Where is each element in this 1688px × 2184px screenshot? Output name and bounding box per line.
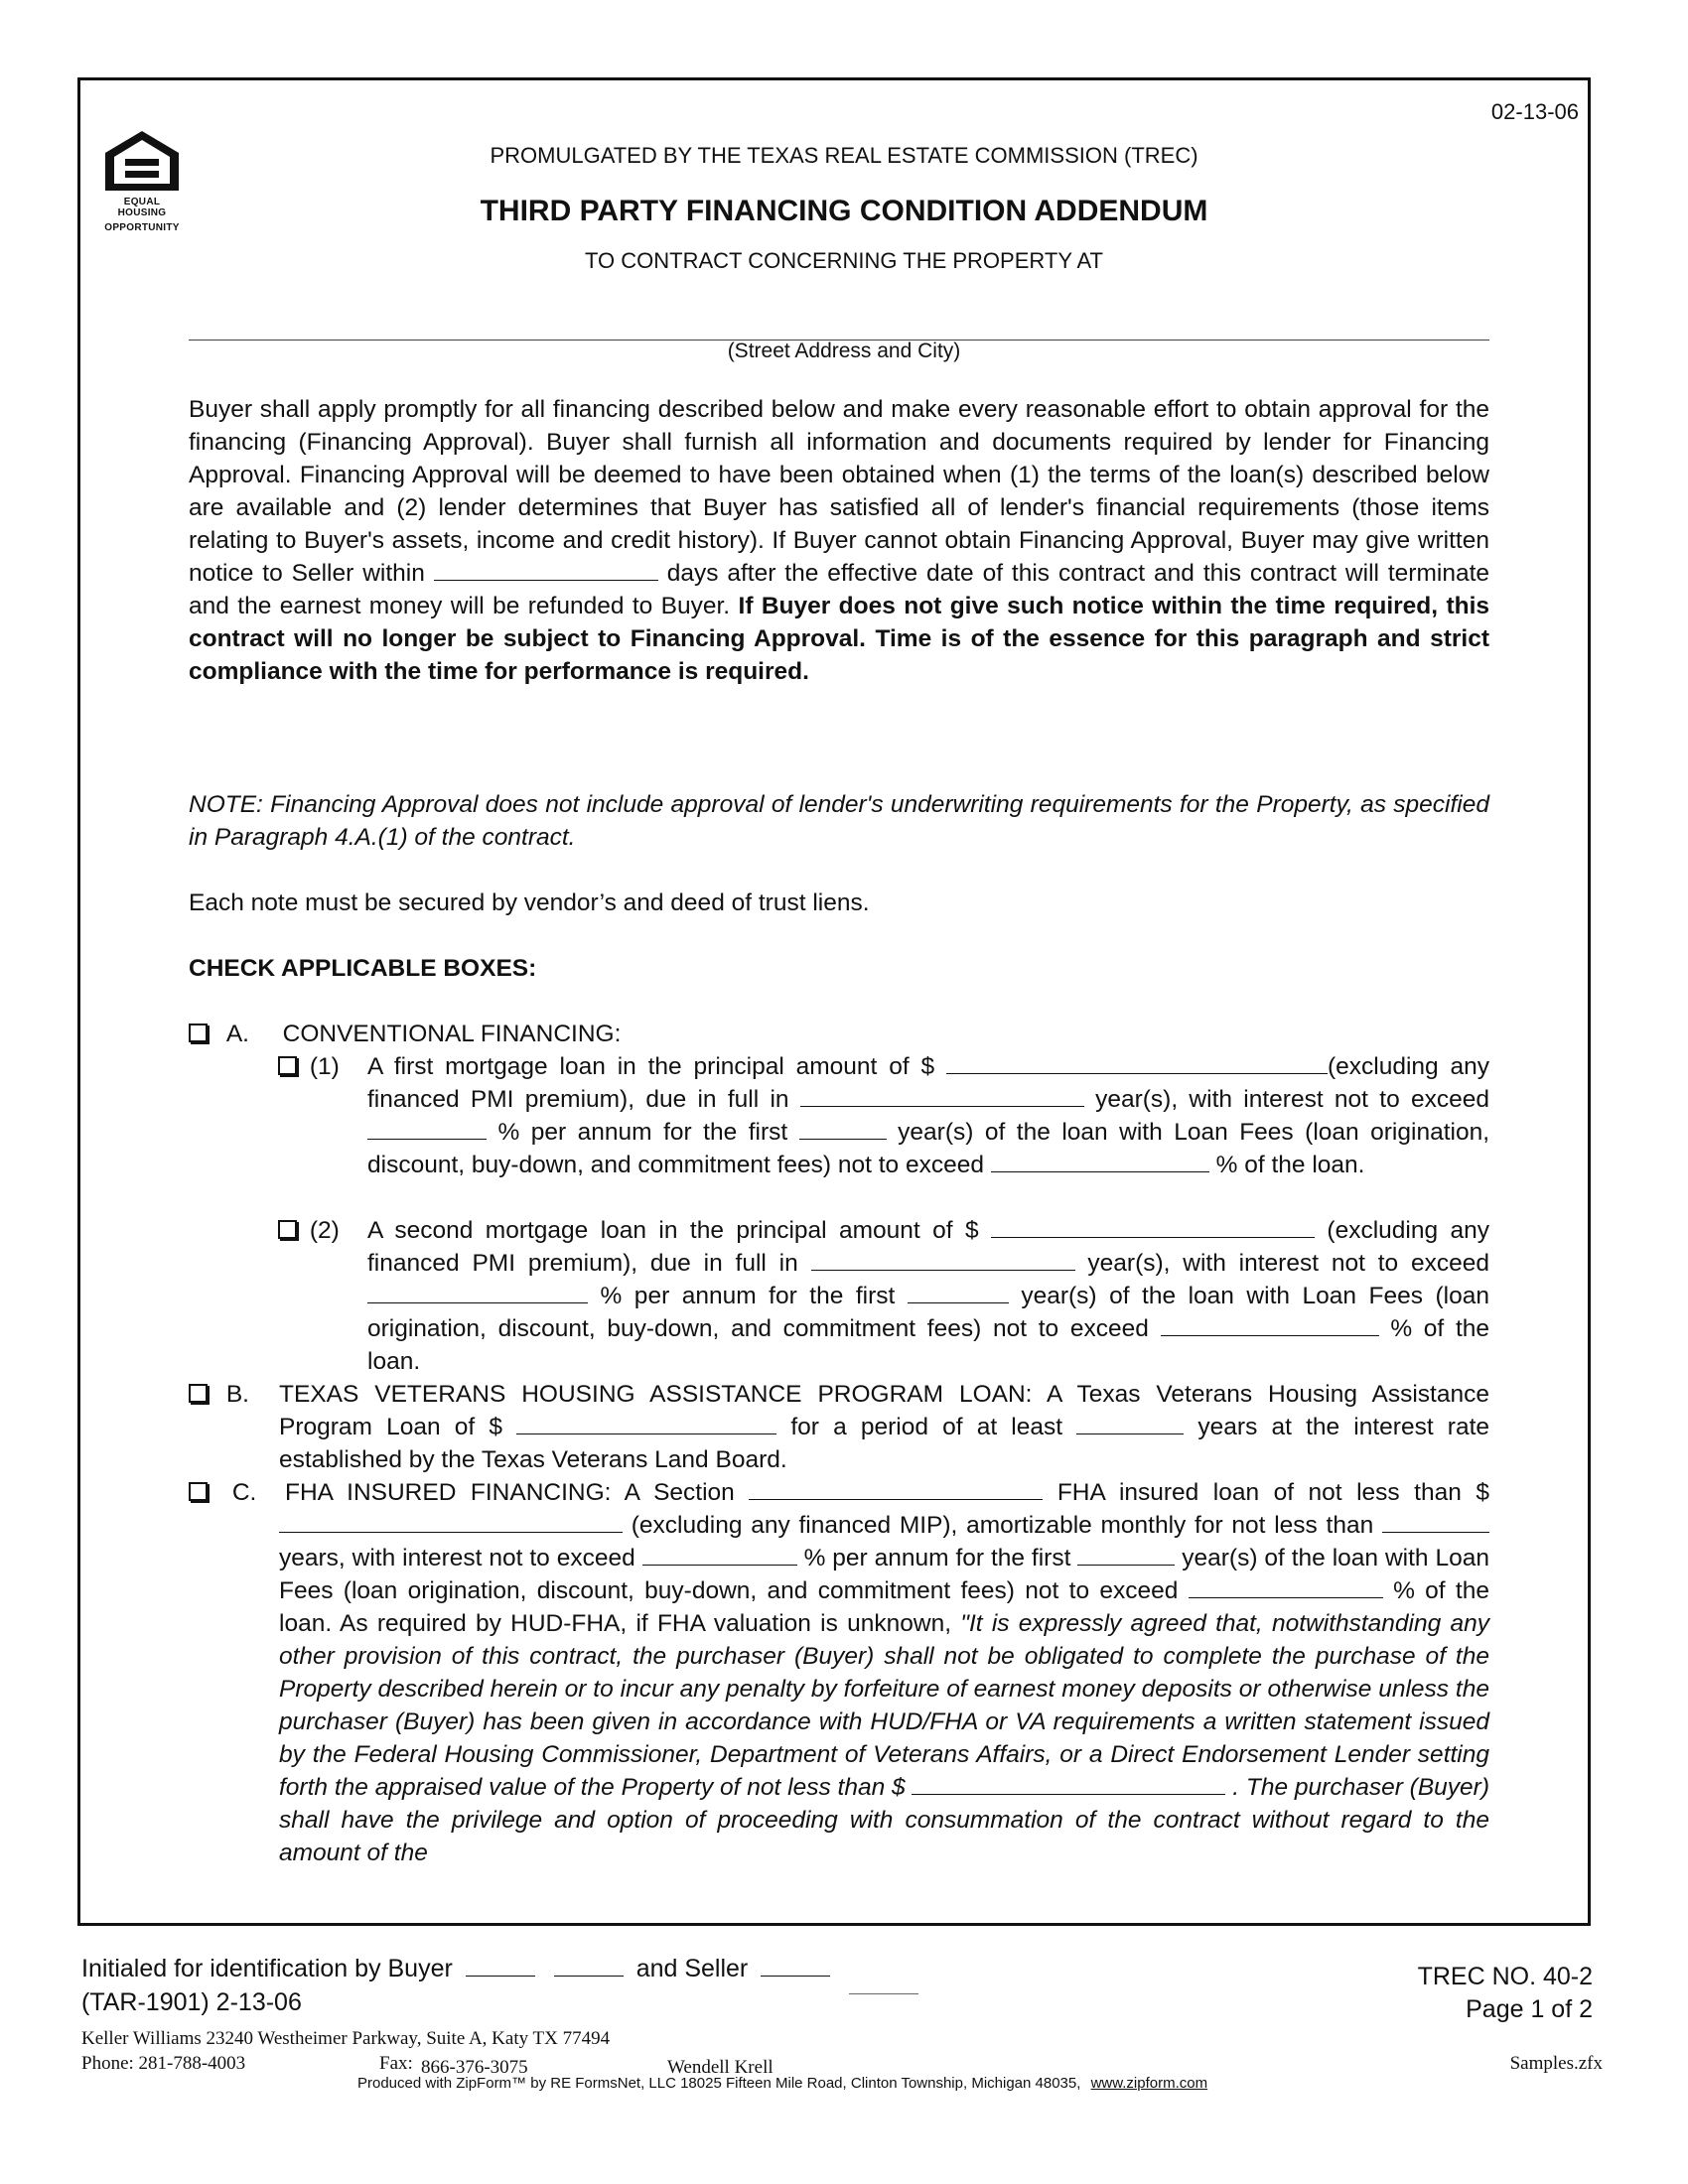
page-number: Page 1 of 2 (1466, 1995, 1593, 2023)
item-a2-num: (2) (309, 1217, 340, 1244)
a2-fees-field[interactable] (1161, 1313, 1379, 1336)
section-c-text-5: % per annum for the first (803, 1545, 1071, 1571)
section-b-letter: B. (225, 1381, 249, 1408)
section-c-text-4: years, with interest not to exceed (279, 1545, 635, 1571)
section-b-checkbox[interactable] (189, 1384, 208, 1403)
item-a2-text-3: year(s), with interest not to exceed (1087, 1250, 1489, 1277)
a1-years-field[interactable] (799, 1117, 887, 1140)
tar-number: (TAR-1901) 2-13-06 (81, 1988, 302, 2016)
item-a1-text-3: year(s), with interest not to exceed (1095, 1086, 1489, 1113)
c-amount-field[interactable] (279, 1510, 623, 1533)
item-a2-marker (278, 1214, 340, 1247)
initialed-label: Initialed for identification by Buyer (81, 1955, 453, 1982)
a2-term-field[interactable] (811, 1248, 1075, 1271)
section-a-checkbox[interactable] (189, 1024, 208, 1042)
c-fees-field[interactable] (1189, 1575, 1383, 1598)
intro-bold-text: If Buyer does not give such notice within the time required, this contract will no longer be subject to Financing Approval. Time is of the essence for this paragraph and strict compliance with the time for performance is required. (189, 593, 1490, 685)
item-a1-checkbox[interactable] (278, 1056, 297, 1075)
a2-years-field[interactable] (908, 1281, 1009, 1303)
item-a1-text-2: (excluding any financed PMI premium), due in full in (367, 1053, 1489, 1113)
section-c-text-7: % of the loan. As required by HUD-FHA, if FHA valuation is unknown, (279, 1577, 1489, 1637)
house-icon (103, 129, 181, 193)
equal-housing-logo (99, 129, 185, 233)
item-a1-text-4: % per annum for the first (497, 1119, 788, 1146)
notice-days-field[interactable] (434, 558, 658, 581)
logo-caption-1: EQUAL HOUSING (117, 197, 167, 218)
section-c-text (279, 1476, 1489, 1869)
form-date: 02-13-06 (1490, 99, 1579, 124)
buyer-initial-field-2[interactable] (554, 1954, 624, 1977)
section-b-text-2: for a period of at least (790, 1414, 1063, 1440)
a2-interest-field[interactable] (367, 1281, 588, 1303)
page-title: THIRD PARTY FINANCING CONDITION ADDENDUM (480, 195, 1208, 227)
buyer-initial-field-1[interactable] (466, 1954, 535, 1977)
promulgated-line: PROMULGATED BY THE TEXAS REAL ESTATE COMMISSION (TREC) (490, 143, 1198, 168)
item-a1-text-1: A first mortgage loan in the principal amount of $ (367, 1053, 935, 1080)
fax-label: Fax: (379, 2053, 413, 2074)
item-a1-num: (1) (309, 1053, 340, 1080)
c-interest-field[interactable] (642, 1543, 797, 1566)
address-caption: (Street Address and City) (727, 340, 961, 362)
file-name: Samples.zfx (1509, 2053, 1603, 2074)
section-b-text (279, 1378, 1489, 1476)
item-a2-text-1: A second mortgage loan in the principal amount of $ (367, 1217, 979, 1244)
broker-phone: Phone: 281-788-4003 (81, 2053, 246, 2074)
seller-initial-field-1[interactable] (761, 1954, 830, 1977)
a1-term-field[interactable] (800, 1084, 1084, 1107)
section-b-text-1: TEXAS VETERANS HOUSING ASSISTANCE PROGRAM LOAN: A Texas Veterans Housing Assistance Program Loan of $ (279, 1381, 1489, 1440)
trec-number: TREC NO. 40-2 (1417, 1963, 1593, 1990)
section-b-text-3: years at the interest rate established by the Texas Veterans Land Board. (279, 1414, 1490, 1473)
b-amount-field[interactable] (516, 1412, 776, 1434)
section-b-marker (189, 1378, 249, 1411)
a2-principal-field[interactable] (991, 1215, 1315, 1238)
check-heading: CHECK APPLICABLE BOXES: (189, 955, 537, 982)
item-a2-checkbox[interactable] (278, 1220, 297, 1239)
item-a1-text-6: % of the loan. (1215, 1152, 1365, 1178)
section-c-text-3: (excluding any financed MIP), amortizable monthly for not less than (631, 1512, 1374, 1539)
intro-text-1: Buyer shall apply promptly for all financing described below and make every reasonable effort to obtain approval for the financing (Financing Approval). Buyer shall furnish all information and documents required by lender for Financing Approval. Financing Approval will be deemed to have been obtained when (1) the terms of the loan(s) described below are available and (2) lender determines that Buyer has satisfied all of lender's financial requirements (those items relating to Buyer's assets, income and credit history). If Buyer cannot obtain Financing Approval, Buyer may give written notice to Seller within (189, 396, 1489, 587)
section-c-marker (189, 1476, 256, 1509)
a1-interest-field[interactable] (367, 1117, 487, 1140)
item-a1-marker (278, 1050, 340, 1083)
note-paragraph: NOTE: Financing Approval does not include approval of lender's underwriting requirements for the Property, as specified in Paragraph 4.A.(1) of the contract. (189, 791, 1489, 851)
item-a2-text-6: % of the loan. (367, 1315, 1490, 1375)
section-a-letter: A. (225, 1021, 249, 1047)
intro-text-2: days after the effective date of this contract and this contract will terminate and the earnest money will be refunded to Buyer. (189, 560, 1489, 619)
fax-number: 866-376-3075 (421, 2057, 528, 2078)
c-amortization-field[interactable] (1382, 1510, 1489, 1533)
section-c-text-6: year(s) of the loan with Loan Fees (loan origination, discount, buy-down, and commitment fees) not to exceed (279, 1545, 1489, 1604)
item-a2-text-2: (excluding any financed PMI premium), due in full in (367, 1217, 1489, 1277)
liens-paragraph: Each note must be secured by vendor’s and deed of trust liens. (189, 889, 870, 916)
b-period-field[interactable] (1076, 1412, 1184, 1434)
produced-text: Produced with ZipForm™ by RE FormsNet, LLC 18025 Fifteen Mile Road, Clinton Township, Michigan 48035, (357, 2075, 1081, 2092)
item-a2-text-4: % per annum for the first (600, 1283, 896, 1309)
section-a-heading: CONVENTIONAL FINANCING: (282, 1021, 622, 1047)
item-a1-text (367, 1050, 1489, 1181)
initials-line (81, 1954, 918, 1983)
item-a1-text-5: year(s) of the loan with Loan Fees (loan origination, discount, buy-down, and commitment fees) not to exceed (367, 1119, 1490, 1178)
seller-initial-field-2[interactable] (849, 1972, 918, 1994)
section-a-row (189, 1018, 621, 1050)
c-years-field[interactable] (1077, 1543, 1175, 1566)
c-appraised-value-field[interactable] (912, 1772, 1225, 1795)
produced-with-line (357, 2075, 1207, 2092)
item-a2-text (367, 1214, 1489, 1378)
section-c-italic-text-2: . The purchaser (Buyer) shall have the privilege and option of proceeding with consummation of the contract without regard to the amount of the (279, 1774, 1489, 1866)
a1-fees-field[interactable] (991, 1150, 1209, 1172)
item-a2-text-5: year(s) of the loan with Loan Fees (loan origination, discount, buy-down, and commitment fees) not to exceed (367, 1283, 1489, 1342)
agent-name: Wendell Krell (667, 2057, 774, 2078)
section-c-italic-text: "It is expressly agreed that, notwithstanding any other provision of this contract, the purchaser (Buyer) shall not be obligated to complete the purchase of the Property described herein or to incur any penalty by forfeiture of earnest money deposits or otherwise unless the purchaser (Buyer) has been given in accordance with HUD/FHA or VA requirements a written statement issued by the Federal Housing Commissioner, Department of Veterans Affairs, or a Direct Endorsement Lender setting forth the appraised value of the Property of not less than $ (279, 1610, 1490, 1801)
c-section-field[interactable] (749, 1477, 1043, 1500)
section-c-letter: C. (231, 1479, 257, 1506)
logo-caption-2: OPPORTUNITY (104, 222, 180, 233)
section-c-text-2: FHA insured loan of not less than $ (1056, 1479, 1489, 1506)
zipform-link[interactable]: www.zipform.com (1090, 2075, 1208, 2092)
a1-principal-field[interactable] (946, 1051, 1328, 1074)
and-seller-label: and Seller (635, 1955, 749, 1982)
intro-paragraph (189, 393, 1489, 688)
broker-address: Keller Williams 23240 Westheimer Parkway, Suite A, Katy TX 77494 (81, 2028, 611, 2049)
page-subtitle: TO CONTRACT CONCERNING THE PROPERTY AT (585, 248, 1103, 273)
section-c-text-1: FHA INSURED FINANCING: A Section (285, 1479, 735, 1506)
section-c-checkbox[interactable] (189, 1482, 208, 1501)
